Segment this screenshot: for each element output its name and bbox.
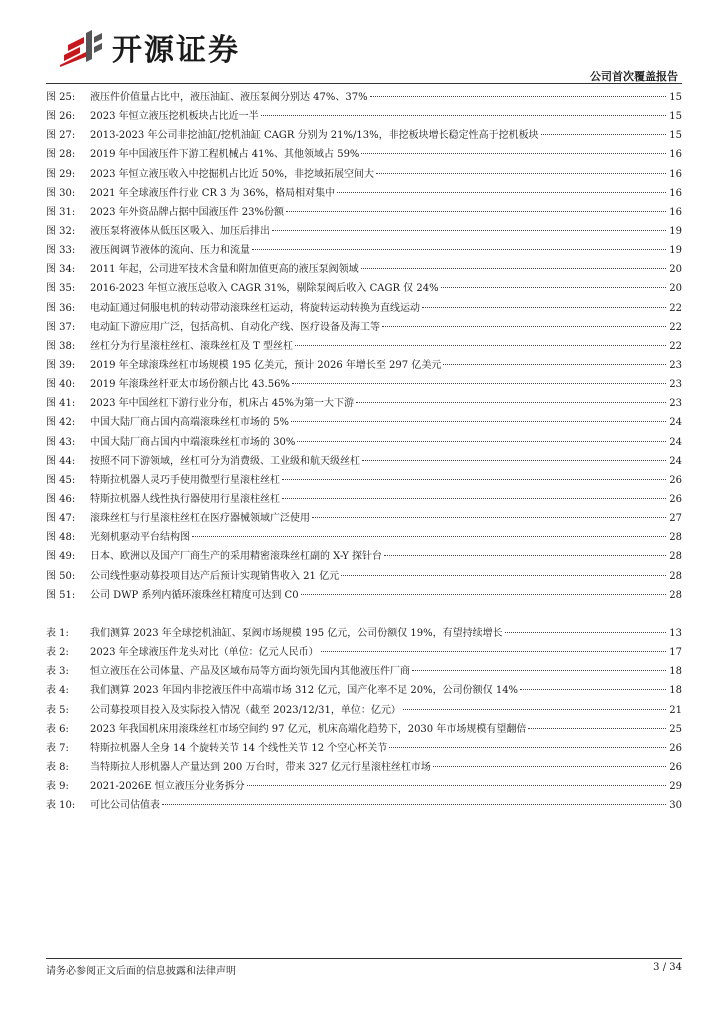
toc-entry-label: 表 5: <box>46 704 69 716</box>
toc-entry-title: 液压泵将液体从低压区吸入、加压后排出 <box>90 225 270 237</box>
toc-entry-page: 26 <box>669 761 682 773</box>
toc-entry-title: 电动缸下游应用广泛，包括高机、自动化产线、医疗设备及海工等 <box>90 321 380 333</box>
toc-leader-dots <box>361 153 666 154</box>
toc-entry-title: 我们测算 2023 年全球挖机油缸、泵阀市场规模 195 亿元，公司份额仅 19%，有望持续增长 <box>90 628 503 639</box>
toc-entry[interactable] <box>46 203 682 222</box>
header-divider <box>46 83 682 84</box>
toc-entry[interactable] <box>46 165 682 184</box>
toc-entry-page: 21 <box>669 704 682 716</box>
toc-entry[interactable] <box>46 107 682 126</box>
toc-entry-page: 24 <box>669 455 682 467</box>
toc-entry-page: 26 <box>669 493 682 505</box>
toc-entry[interactable] <box>46 145 682 164</box>
toc-entry[interactable] <box>46 433 682 452</box>
toc-entry-label: 表 8: <box>46 761 69 773</box>
toc-entry-page: 16 <box>669 206 682 218</box>
logo-text: 开源证券 <box>112 33 240 68</box>
toc-entry-label: 图 35: <box>46 283 76 295</box>
toc-leader-dots <box>443 364 666 365</box>
toc-entry-label: 表 6: <box>46 723 69 735</box>
toc-entry-title: 2019 年全球滚珠丝杠市场规模 195 亿美元，预计 2026 年增长至 297 亿美元 <box>90 359 442 371</box>
toc-entry-page: 22 <box>669 321 682 333</box>
toc-entry-page: 28 <box>669 532 682 544</box>
toc-entry[interactable] <box>46 241 682 260</box>
toc-entry-title: 可比公司估值表 <box>90 800 160 812</box>
toc-entry-page: 23 <box>669 398 682 410</box>
toc-entry[interactable] <box>46 758 682 777</box>
brand-logo <box>58 26 240 68</box>
toc-entry-title: 丝杠分为行星滚柱丝杠、滚珠丝杠及 T 型丝杠 <box>90 340 294 352</box>
toc-entry-page: 28 <box>669 589 682 601</box>
toc-leader-dots <box>261 115 666 116</box>
toc-entry[interactable] <box>46 260 682 279</box>
toc-entry-title: 2023 年我国机床用滚珠丝杠市场空间约 97 亿元，机床高端化趋势下，2030 年市场规模有望翻倍 <box>90 723 527 735</box>
toc-entry[interactable] <box>46 681 682 700</box>
toc-entry[interactable] <box>46 471 682 490</box>
toc-entry-label: 图 28: <box>46 149 76 161</box>
toc-leader-dots <box>247 785 666 786</box>
toc-entry-label: 图 29: <box>46 168 76 180</box>
toc-entry[interactable] <box>46 126 682 145</box>
toc-entry-page: 27 <box>669 513 682 525</box>
toc-leader-dots <box>389 747 666 748</box>
toc-entry[interactable] <box>46 413 682 432</box>
toc-entry[interactable] <box>46 299 682 318</box>
toc-leader-dots <box>412 670 666 671</box>
toc-entry-label: 表 9: <box>46 781 69 793</box>
toc-entry[interactable] <box>46 375 682 394</box>
toc-leader-dots <box>370 96 666 97</box>
toc-entry-title: 2023 年恒立液压收入中挖掘机占比近 50%，非挖域拓展空间大 <box>90 168 375 180</box>
toc-entry[interactable] <box>46 796 682 815</box>
toc-entry-page: 16 <box>669 168 682 180</box>
toc-entry-page: 24 <box>669 417 682 429</box>
toc-entry[interactable] <box>46 739 682 758</box>
toc-entry-label: 图 48: <box>46 532 76 544</box>
toc-entry-label: 图 50: <box>46 570 76 582</box>
toc-entry-page: 16 <box>669 187 682 199</box>
toc-entry-label: 图 34: <box>46 264 76 276</box>
toc-entry-title: 电动缸通过伺服电机的转动带动滚珠丝杠运动，将旋转运动转换为直线运动 <box>90 302 420 314</box>
toc-entry-title: 当特斯拉人形机器人产量达到 200 万台时，带来 327 亿元行星滚柱丝杠市场 <box>90 761 431 773</box>
toc-leader-dots <box>295 345 666 346</box>
toc-entry-title: 滚珠丝杠与行星滚柱丝杠在医疗器械领域广泛使用 <box>90 513 310 525</box>
toc-entry[interactable] <box>46 318 682 337</box>
toc-entry-page: 15 <box>669 92 682 103</box>
toc-entry-page: 19 <box>669 245 682 257</box>
toc-entry-title: 特斯拉机器人全身 14 个旋转关节 14 个线性关节 12 个空心杯关节 <box>90 742 388 754</box>
toc-entry-label: 图 43: <box>46 436 76 448</box>
toc-entry-page: 22 <box>669 302 682 314</box>
toc-entry[interactable] <box>46 720 682 739</box>
toc-leader-dots <box>441 287 666 288</box>
toc-leader-dots <box>337 192 666 193</box>
footer-disclaimer: 请务必参阅正文后面的信息披露和法律声明 <box>46 966 236 977</box>
toc-entry-label: 表 4: <box>46 685 69 697</box>
toc-entry[interactable] <box>46 509 682 528</box>
toc-entry-title: 公司线性驱动募投项目达产后预计实现销售收入 21 亿元 <box>90 570 340 582</box>
toc-entry-label: 图 37: <box>46 321 76 333</box>
toc-entry-page: 28 <box>669 570 682 582</box>
toc-entry[interactable] <box>46 394 682 413</box>
toc-entry-page: 15 <box>669 111 682 123</box>
toc-leader-dots <box>382 326 666 327</box>
toc-entry-label: 图 41: <box>46 398 76 410</box>
logo-mark-icon <box>58 27 108 67</box>
toc-entry-page: 22 <box>669 340 682 352</box>
toc-entry[interactable] <box>46 222 682 241</box>
toc-leader-dots <box>292 383 666 384</box>
toc-entry[interactable] <box>46 337 682 356</box>
toc-leader-dots <box>282 479 666 480</box>
toc-entry-page: 23 <box>669 359 682 371</box>
toc-entry-page: 20 <box>669 264 682 276</box>
figure-list <box>46 88 682 605</box>
toc-leader-dots <box>272 230 666 231</box>
toc-entry-page: 28 <box>669 551 682 563</box>
toc-entry-label: 图 40: <box>46 379 76 391</box>
toc-entry-label: 图 36: <box>46 302 76 314</box>
toc-leader-dots <box>312 517 666 518</box>
toc-entry-title: 恒立液压在公司体量、产品及区域布局等方面均领先国内其他液压件厂商 <box>90 666 410 678</box>
toc-leader-dots <box>505 632 666 633</box>
toc-entry-label: 表 2: <box>46 647 69 659</box>
toc-entry-title: 2021 年全球液压件行业 CR 3 为 36%，格局相对集中 <box>90 187 336 199</box>
toc-entry-label: 图 49: <box>46 551 76 563</box>
toc-leader-dots <box>528 728 666 729</box>
toc-entry-label: 图 30: <box>46 187 76 199</box>
report-type-label: 公司首次覆盖报告 <box>590 70 678 83</box>
toc-entry-page: 17 <box>669 647 682 659</box>
toc-entry-page: 19 <box>669 225 682 237</box>
toc-entry[interactable] <box>46 701 682 720</box>
toc-entry-page: 15 <box>669 130 682 142</box>
toc-entry-label: 图 33: <box>46 245 76 257</box>
toc-entry-page: 26 <box>669 474 682 486</box>
toc-entry-title: 2011 年起，公司进军技术含量和附加值更高的液压泵阀领域 <box>90 264 359 276</box>
toc-entry[interactable] <box>46 184 682 203</box>
toc-entry-title: 特斯拉机器人灵巧手使用微型行星滚柱丝杠 <box>90 474 280 486</box>
toc-leader-dots <box>403 709 666 710</box>
toc-entry-title: 2023 年中国丝杠下游行业分布，机床占 45%为第一大下游 <box>90 398 355 410</box>
toc-entry-title: 2023 年恒立液压挖机板块占比近一半 <box>90 111 259 123</box>
toc-entry-title: 2019 年中国液压件下游工程机械占 41%、其他领域占 59% <box>90 149 360 161</box>
toc-leader-dots <box>162 804 666 805</box>
toc-entry-title: 中国大陆厂商占国内高端滚珠丝杠市场的 5% <box>90 417 290 429</box>
toc-entry-title: 我们测算 2023 年国内非挖液压件中高端市场 312 亿元，国产化率不足 20%，公司份额仅 14% <box>90 685 519 697</box>
toc-entry-page: 23 <box>669 379 682 391</box>
toc-entry-title: 按照不同下游领域，丝杠可分为消费级、工业级和航天级丝杠 <box>90 455 360 467</box>
toc-leader-dots <box>376 173 666 174</box>
toc-entry[interactable] <box>46 643 682 662</box>
toc-entry-label: 图 38: <box>46 340 76 352</box>
toc-entry-label: 图 25: <box>46 92 76 103</box>
toc-entry-label: 图 31: <box>46 206 76 218</box>
toc-entry[interactable] <box>46 624 682 643</box>
toc-entry-title: 2013-2023 年公司非挖油缸/挖机油缸 CAGR 分别为 21%/13%，非挖板块增长稳定性高于挖机板块 <box>90 130 539 142</box>
table-list <box>46 624 682 815</box>
toc-entry-title: 中国大陆厂商占国内中端滚珠丝杠市场的 30% <box>90 436 296 448</box>
footer-divider <box>46 958 682 959</box>
toc-entry-label: 表 1: <box>46 628 69 639</box>
toc-entry-title: 液压件价值量占比中，液压油缸、液压泵阀分别达 47%、37% <box>90 92 368 103</box>
toc-entry-page: 18 <box>669 685 682 697</box>
toc-leader-dots <box>291 421 666 422</box>
toc-entry[interactable] <box>46 662 682 681</box>
toc-entry[interactable] <box>46 586 682 605</box>
toc-entry-title: 光刻机驱动平台结构图 <box>90 532 190 544</box>
toc-leader-dots <box>361 268 666 269</box>
toc-entry-page: 13 <box>669 628 682 639</box>
toc-entry-title: 公司 DWP 系列内循环滚珠丝杠精度可达到 C0 <box>90 589 299 601</box>
toc-entry[interactable] <box>46 567 682 586</box>
toc-entry-label: 表 7: <box>46 742 69 754</box>
toc-leader-dots <box>362 460 666 461</box>
toc-entry[interactable] <box>46 777 682 796</box>
toc-entry-page: 26 <box>669 742 682 754</box>
toc-entry-label: 图 45: <box>46 474 76 486</box>
toc-leader-dots <box>341 575 666 576</box>
toc-entry-label: 表 3: <box>46 666 69 678</box>
toc-leader-dots <box>321 651 666 652</box>
toc-entry-label: 图 47: <box>46 513 76 525</box>
toc-entry-title: 日本、欧洲以及国产厂商生产的采用精密滚珠丝杠副的 X-Y 探针台 <box>90 551 383 563</box>
toc-leader-dots <box>297 441 666 442</box>
toc-entry-label: 图 39: <box>46 359 76 371</box>
toc-entry[interactable] <box>46 356 682 375</box>
toc-leader-dots <box>422 307 666 308</box>
toc-entry-label: 图 32: <box>46 225 76 237</box>
toc-leader-dots <box>520 689 666 690</box>
toc-entry-title: 液压阀调节液体的流向、压力和流量 <box>90 245 250 257</box>
toc-entry-title: 2023 年全球液压件龙头对比（单位：亿元人民币） <box>90 647 319 659</box>
toc-entry[interactable] <box>46 547 682 566</box>
toc-entry-label: 图 42: <box>46 417 76 429</box>
toc-entry-page: 29 <box>669 781 682 793</box>
toc-leader-dots <box>286 211 666 212</box>
toc-entry-page: 24 <box>669 436 682 448</box>
toc-entry-label: 图 51: <box>46 589 76 601</box>
page-number: 3 / 34 <box>653 962 682 973</box>
toc-leader-dots <box>282 498 666 499</box>
toc-leader-dots <box>356 402 666 403</box>
toc-entry[interactable] <box>46 279 682 298</box>
toc-entry[interactable] <box>46 452 682 471</box>
toc-entry-title: 2021-2026E 恒立液压分业务拆分 <box>90 781 245 793</box>
toc-entry-title: 2016-2023 年恒立液压总收入 CAGR 31%，剔除泵阀后收入 CAGR 仅 24% <box>90 283 439 295</box>
toc-entry-label: 图 27: <box>46 130 76 142</box>
toc-entry-title: 公司募投项目投入及实际投入情况（截至 2023/12/31，单位：亿元） <box>90 704 401 716</box>
toc-entry[interactable] <box>46 88 682 107</box>
toc-entry-page: 16 <box>669 149 682 161</box>
toc-leader-dots <box>541 134 666 135</box>
toc-entry-label: 表 10: <box>46 800 76 812</box>
toc-entry-page: 20 <box>669 283 682 295</box>
toc-entry[interactable] <box>46 490 682 509</box>
toc-entry-page: 30 <box>669 800 682 812</box>
toc-entry-label: 图 26: <box>46 111 76 123</box>
toc-entry-label: 图 46: <box>46 493 76 505</box>
toc-entry[interactable] <box>46 528 682 547</box>
toc-entry-label: 图 44: <box>46 455 76 467</box>
toc-entry-page: 18 <box>669 666 682 678</box>
toc-entry-title: 2023 年外资品牌占据中国液压件 23%份额 <box>90 206 285 218</box>
toc-entry-page: 25 <box>669 723 682 735</box>
toc-leader-dots <box>301 594 666 595</box>
toc-entry-title: 特斯拉机器人线性执行器使用行星滚柱丝杠 <box>90 493 280 505</box>
toc-leader-dots <box>252 249 666 250</box>
toc-leader-dots <box>384 555 666 556</box>
toc-leader-dots <box>433 766 666 767</box>
toc-leader-dots <box>192 536 666 537</box>
toc-entry-title: 2019 年滚珠丝杆亚太市场份额占比 43.56% <box>90 379 290 391</box>
